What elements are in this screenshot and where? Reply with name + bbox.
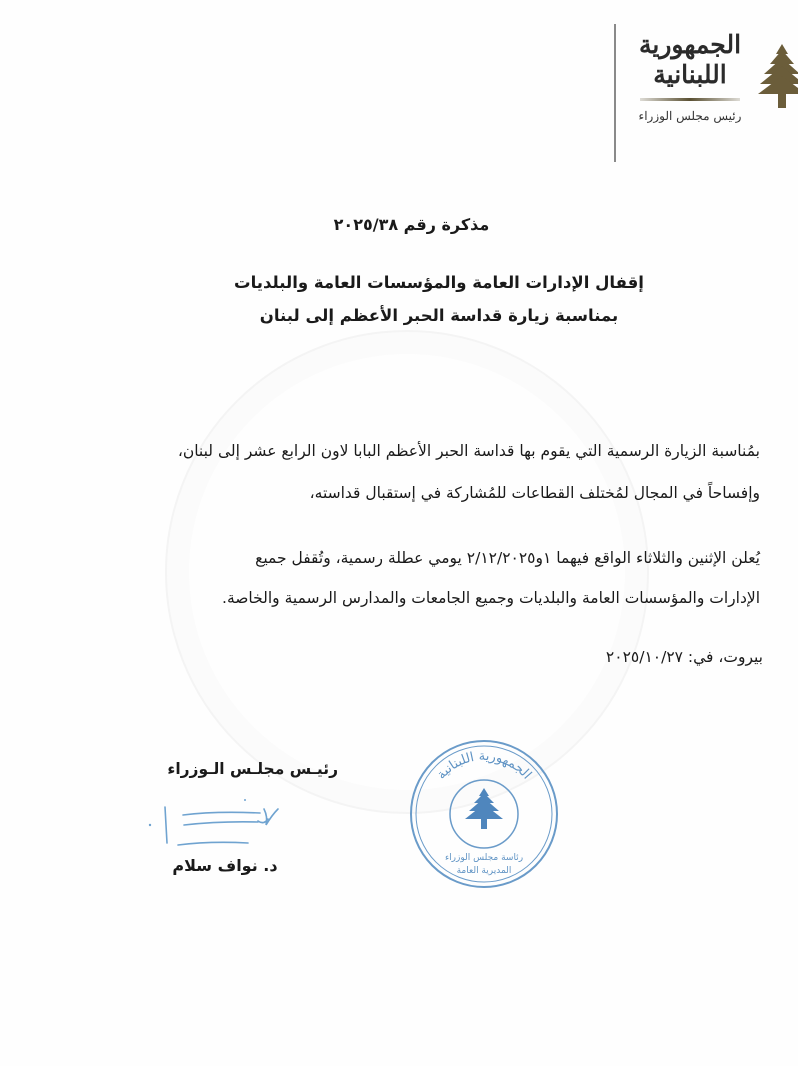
signature-title: رئيـس مجلـس الـوزراء: [167, 760, 338, 778]
paragraph-1-line-1: بمُناسبة الزيارة الرسمية التي يقوم بها قداسة الحبر الأعظم البابا لاون الرابع عشر إلى لبنان،: [177, 442, 760, 460]
paragraph-2-line-1: يُعلن الإثنين والثلاثاء الواقع فيهما ١و٢/١٢/٢٠٢٥ يومي عطلة رسمية، وتُقفل جميع: [255, 549, 760, 567]
svg-text:الجمهورية اللبنانية: الجمهورية اللبنانية: [434, 748, 535, 783]
body-paragraph-1: [30, 430, 760, 514]
handwritten-signature: [140, 795, 290, 855]
memo-title: [0, 266, 798, 332]
header-emblem: [620, 30, 760, 123]
emblem-rule: [640, 98, 740, 101]
body-paragraph-2: [30, 538, 760, 618]
date-line: بيروت، في: ٢٠٢٥/١٠/٢٧: [605, 648, 763, 666]
memo-number: مذكرة رقم ٢٠٢٥/٣٨: [333, 215, 490, 234]
paragraph-2-line-2: الإدارات والمؤسسات العامة والبلديات وجميع الجامعات والمدارس الرسمية والخاصة.: [222, 589, 760, 607]
paragraph-1-line-2: وإفساحاً في المجال لمُختلف القطاعات للمُشاركة في إستقبال قداسته،: [309, 484, 760, 502]
emblem-line-2: اللبنانية: [653, 60, 727, 89]
memo-title-line-2: بمناسبة زيارة قداسة الحبر الأعظم إلى لبنان: [259, 306, 619, 325]
svg-text:المديرية العامة: المديرية العامة: [456, 866, 512, 876]
signatory-name: د. نواف سلام: [172, 856, 278, 875]
memo-title-line-1: إقفال الإدارات العامة والمؤسسات العامة والبلديات: [234, 273, 644, 292]
svg-text:رئاسة مجلس الوزراء: رئاسة مجلس الوزراء: [444, 853, 524, 863]
official-stamp: [408, 738, 560, 890]
stamp-cedar-icon: [465, 788, 503, 829]
emblem-subtitle: رئيس مجلس الوزراء: [638, 109, 742, 123]
header-divider: [614, 24, 616, 162]
emblem-line-1: الجمهورية: [638, 30, 742, 59]
cedar-tree-icon: [758, 40, 798, 112]
